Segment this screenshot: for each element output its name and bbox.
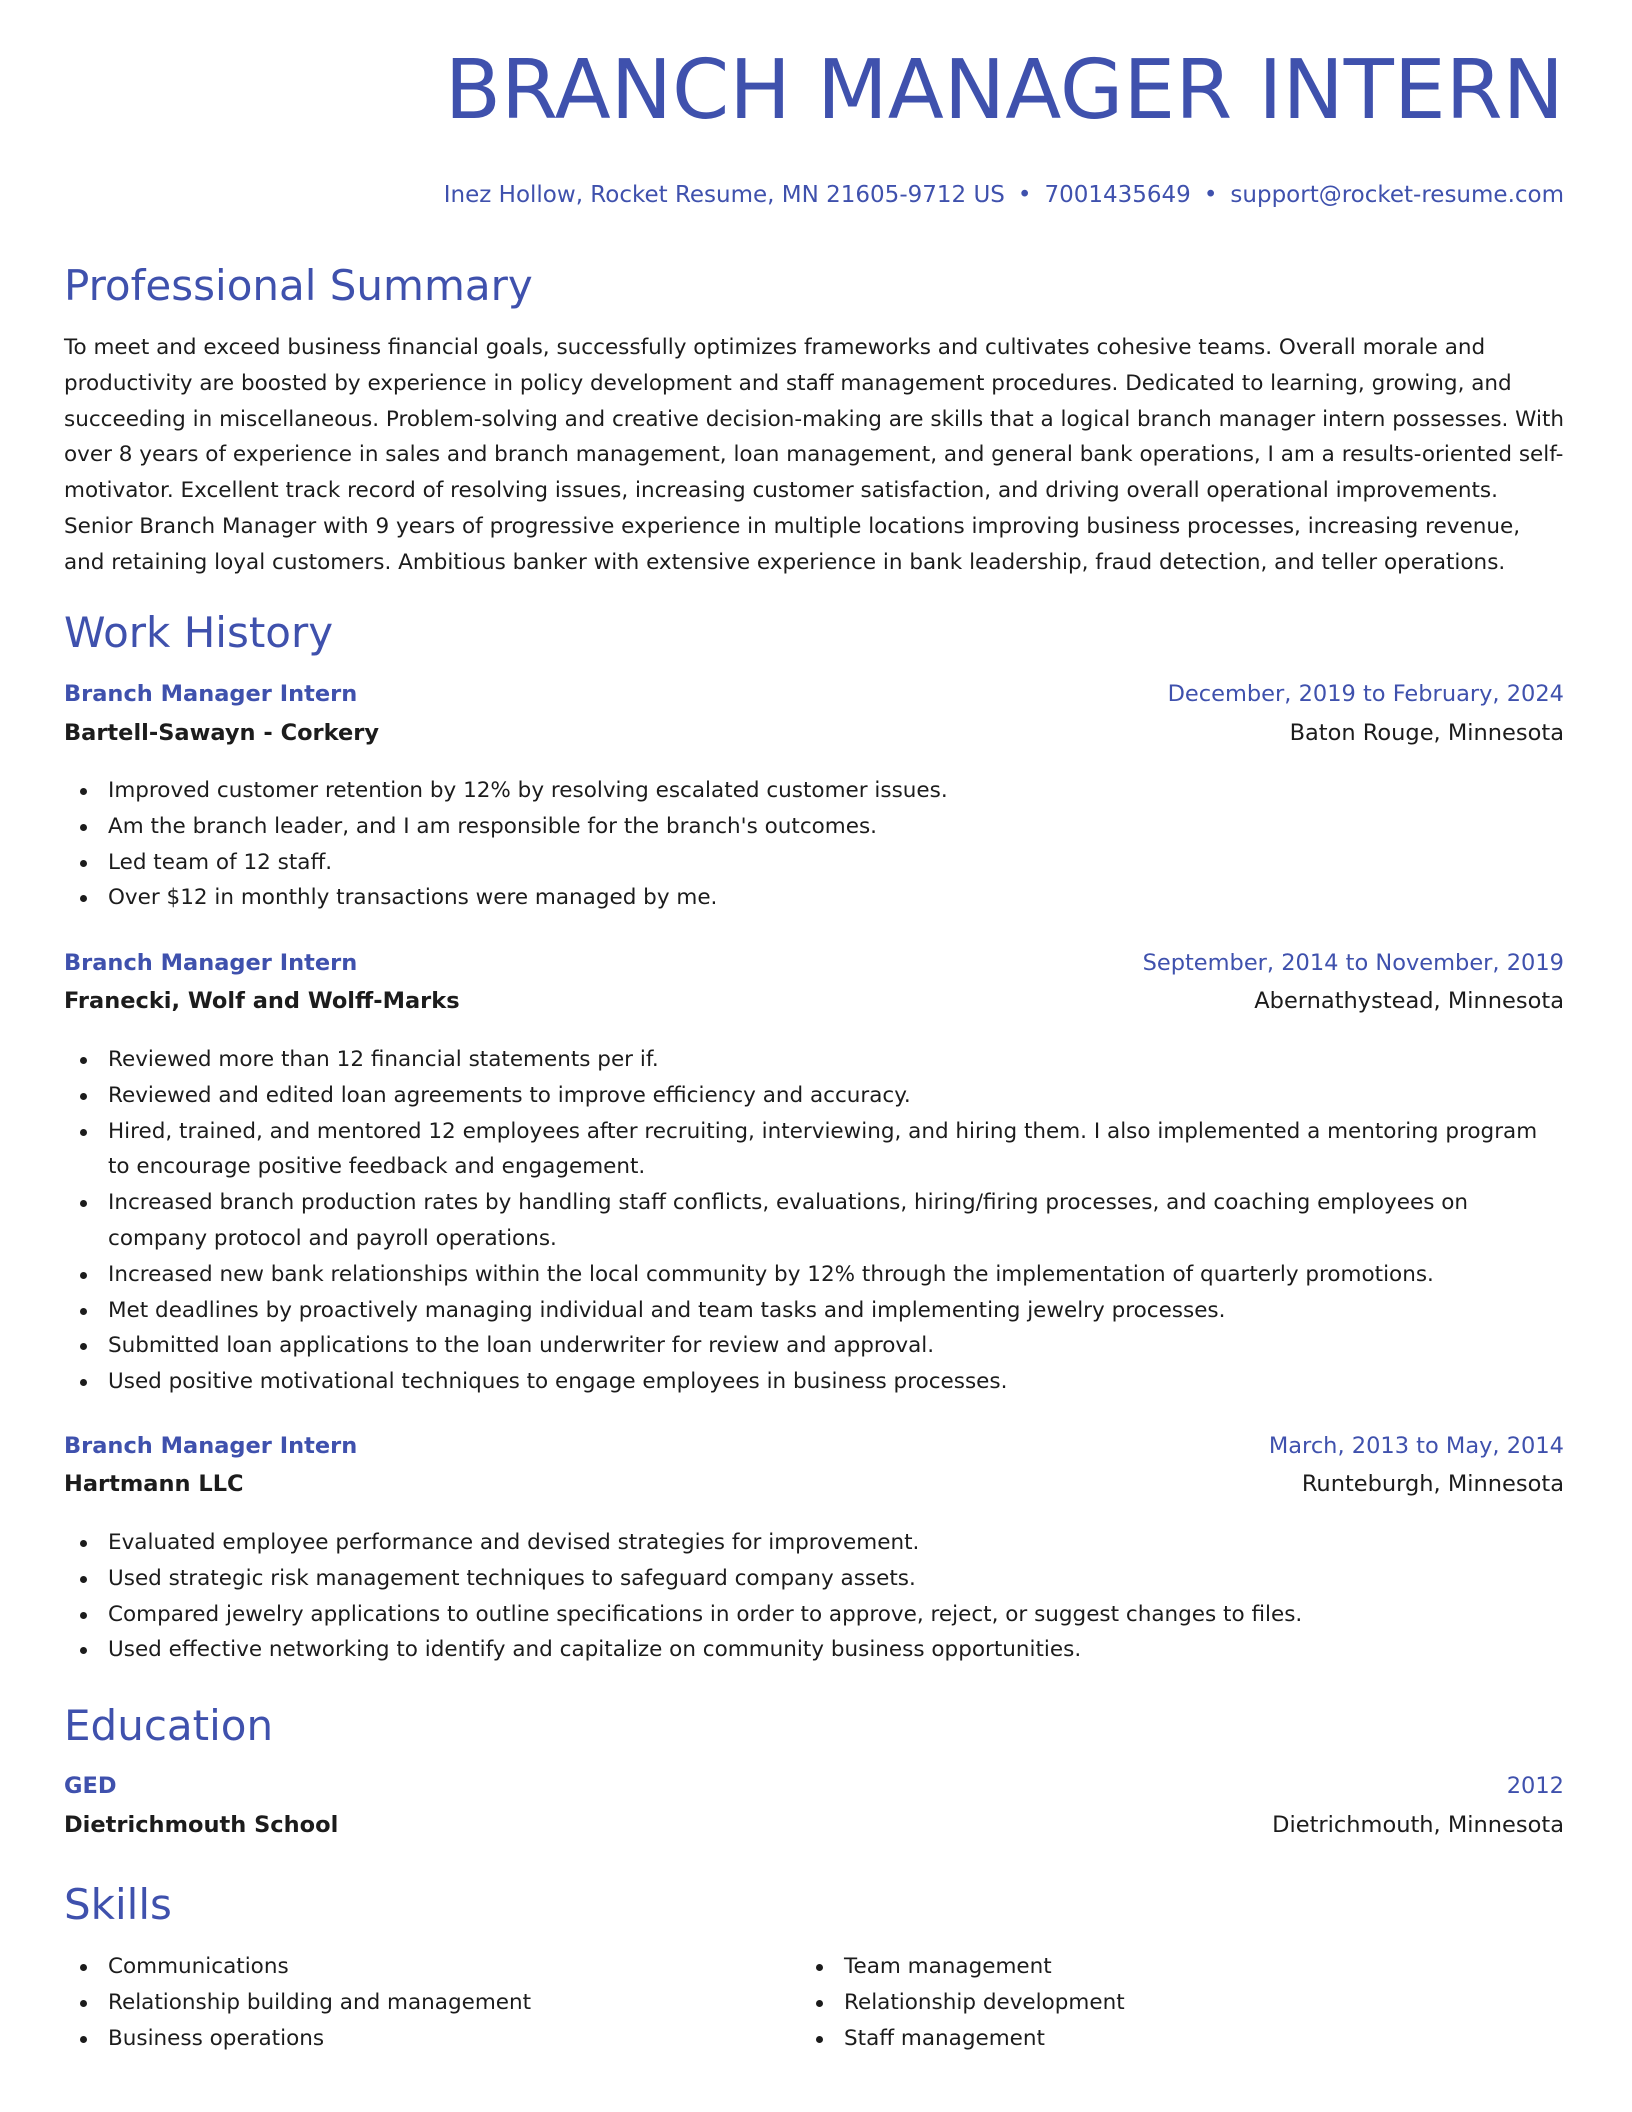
- list-item: Evaluated employee performance and devised strategies for improvement.: [64, 1525, 1564, 1561]
- job-title: Branch Manager Intern: [64, 681, 358, 707]
- list-item: Reviewed more than 12 financial statements per if.: [64, 1042, 1564, 1078]
- list-item: Relationship development: [800, 1985, 1500, 2021]
- contact-line: [444, 182, 1564, 208]
- job-bullets: [64, 1525, 1564, 1668]
- job-company: Bartell-Sawayn - Corkery: [64, 720, 380, 746]
- contact-separator: •: [1017, 182, 1032, 208]
- list-item: Communications: [64, 1949, 764, 1985]
- list-item: Reviewed and edited loan agreements to improve efficiency and accuracy.: [64, 1078, 1564, 1114]
- list-item: Used strategic risk management techniques to safeguard company assets.: [64, 1561, 1564, 1597]
- job-location: Abernathystead, Minnesota: [1254, 988, 1564, 1014]
- list-item: Am the branch leader, and I am responsible for the branch's outcomes.: [64, 809, 1564, 845]
- job-subheader: [64, 988, 1564, 1018]
- list-item: Team management: [800, 1949, 1500, 1985]
- job-bullets: [64, 773, 1564, 916]
- job-company: Franecki, Wolf and Wolff-Marks: [64, 988, 460, 1014]
- education-heading: Education: [64, 1701, 274, 1750]
- list-item: Submitted loan applications to the loan underwriter for review and approval.: [64, 1328, 1564, 1364]
- education-school: Dietrichmouth School: [64, 1812, 339, 1838]
- job-dates: September, 2014 to November, 2019: [1142, 950, 1564, 976]
- job-location: Baton Rouge, Minnesota: [1289, 720, 1564, 746]
- contact-separator: •: [1203, 182, 1218, 208]
- contact-email[interactable]: support@rocket-resume.com: [1230, 182, 1564, 208]
- list-item: Staff management: [800, 2021, 1500, 2057]
- list-item: Compared jewelry applications to outline specifications in order to approve, reject, or suggest changes to files.: [64, 1597, 1564, 1633]
- job-subheader: [64, 720, 1564, 750]
- list-item: Increased branch production rates by handling staff conflicts, evaluations, hiring/firing processes, and coaching employees on company protocol and payroll operations.: [64, 1185, 1564, 1257]
- contact-phone: 7001435649: [1044, 182, 1191, 208]
- summary-text: To meet and exceed business financial goals, successfully optimizes frameworks and cultivates cohesive teams. Overall morale and productivity are boosted by experience in policy development and staff management procedures. Dedicated to learning, growing, and succeeding in miscellaneous. Problem-solving and creative decision-making are skills that a logical branch manager intern possesses. With over 8 years of experience in sales and branch management, loan management, and general bank operations, I am a results-oriented self-motivator. Excellent track record of resolving issues, increasing customer satisfaction, and driving overall operational improvements. Senior Branch Manager with 9 years of progressive experience in multiple locations improving business processes, increasing revenue, and retaining loyal customers. Ambitious banker with extensive experience in bank leadership, fraud detection, and teller operations.: [64, 335, 1565, 575]
- education-header: [64, 1773, 1564, 1803]
- job-header: [64, 1433, 1564, 1463]
- education-degree: GED: [64, 1773, 117, 1799]
- work-history-heading: Work History: [64, 608, 334, 657]
- list-item: Relationship building and management: [64, 1985, 764, 2021]
- summary-heading: Professional Summary: [64, 261, 533, 310]
- list-item: Used effective networking to identify and capitalize on community business opportunities.: [64, 1632, 1564, 1668]
- job-title: Branch Manager Intern: [64, 1433, 358, 1459]
- list-item: Used positive motivational techniques to engage employees in business processes.: [64, 1364, 1564, 1400]
- list-item: Over $12 in monthly transactions were managed by me.: [64, 880, 1564, 916]
- job-company: Hartmann LLC: [64, 1471, 244, 1497]
- education-location: Dietrichmouth, Minnesota: [1272, 1812, 1564, 1838]
- job-dates: December, 2019 to February, 2024: [1167, 681, 1564, 707]
- education-subheader: [64, 1812, 1564, 1842]
- job-subheader: [64, 1471, 1564, 1501]
- job-location: Runteburgh, Minnesota: [1301, 1471, 1564, 1497]
- resume-title: BRANCH MANAGER INTERN: [444, 43, 1564, 138]
- list-item: Increased new bank relationships within the local community by 12% through the implementation of quarterly promotions.: [64, 1257, 1564, 1293]
- list-item: Hired, trained, and mentored 12 employees after recruiting, interviewing, and hiring them. I also implemented a mentoring program to encourage positive feedback and engagement.: [64, 1114, 1564, 1186]
- list-item: Led team of 12 staff.: [64, 845, 1564, 881]
- education-year: 2012: [1506, 1773, 1564, 1799]
- list-item: Met deadlines by proactively managing individual and team tasks and implementing jewelry processes.: [64, 1293, 1564, 1329]
- list-item: Business operations: [64, 2021, 764, 2057]
- job-bullets: [64, 1042, 1564, 1400]
- skills-heading: Skills: [64, 1880, 172, 1929]
- job-title: Branch Manager Intern: [64, 950, 358, 976]
- contact-address: Inez Hollow, Rocket Resume, MN 21605-9712 US: [443, 182, 1005, 208]
- job-header: [64, 950, 1564, 980]
- job-header: [64, 681, 1564, 711]
- skills-list: [64, 1949, 764, 2056]
- job-dates: March, 2013 to May, 2014: [1268, 1433, 1564, 1459]
- skills-list: [800, 1949, 1500, 2056]
- list-item: Improved customer retention by 12% by resolving escalated customer issues.: [64, 773, 1564, 809]
